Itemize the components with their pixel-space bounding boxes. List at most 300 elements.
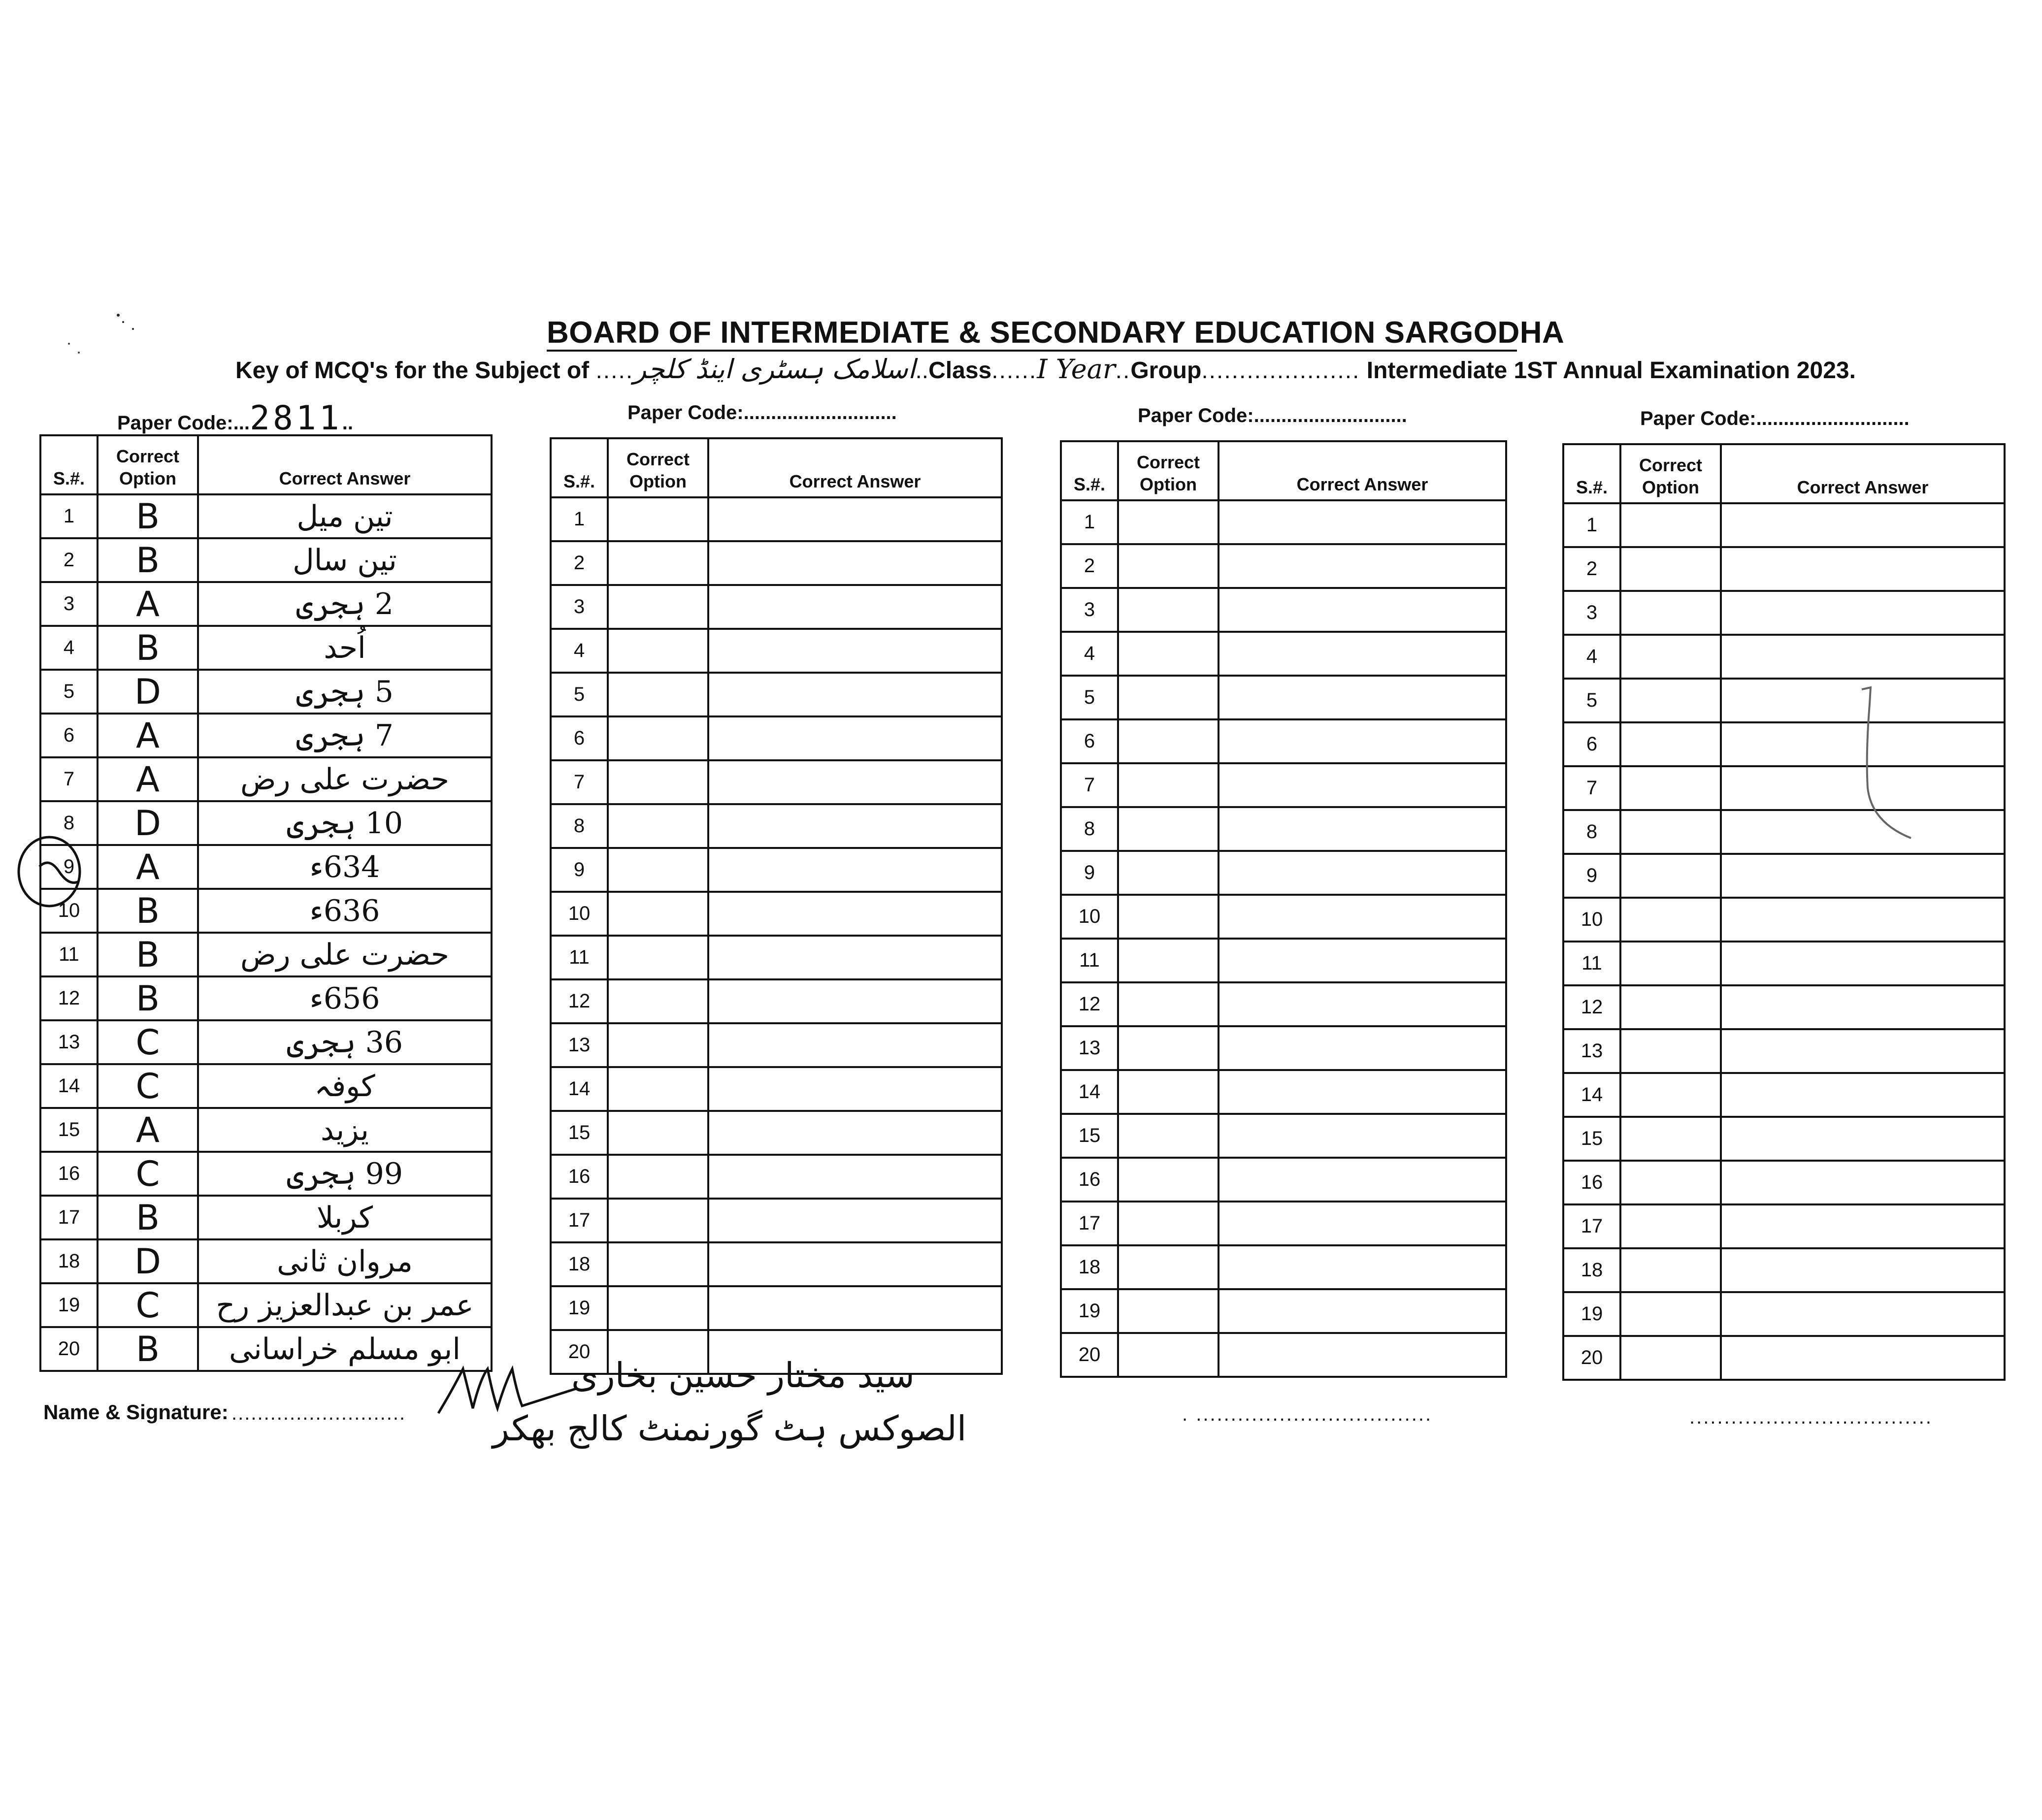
sn-cell: 12 — [1061, 982, 1118, 1026]
sn-cell: 4 — [551, 629, 608, 673]
option-cell: B — [98, 494, 198, 538]
option-cell — [1620, 1336, 1721, 1380]
sn-cell: 20 — [551, 1330, 608, 1374]
option-cell: B — [98, 538, 198, 582]
signer-name: سید مختار حسین بخاری — [571, 1355, 915, 1396]
answer-cell — [1219, 1333, 1506, 1377]
table-row — [551, 936, 1002, 979]
sn-cell: 5 — [1061, 676, 1118, 719]
table-row — [1563, 898, 2005, 942]
option-cell — [608, 760, 708, 804]
option-cell — [608, 1023, 708, 1067]
answer-cell — [1219, 588, 1506, 632]
option-cell — [1620, 854, 1721, 898]
answer-cell — [708, 716, 1002, 760]
answer-cell — [1219, 1245, 1506, 1289]
option-cell: B — [98, 1196, 198, 1239]
table-header-row — [1061, 441, 1506, 500]
option-cell — [1620, 766, 1721, 810]
option-cell: C — [98, 1152, 198, 1196]
table-header-row — [551, 438, 1002, 497]
answer-cell: 36 ہجری — [198, 1020, 492, 1064]
sn-cell: 18 — [551, 1242, 608, 1286]
option-cell — [1118, 1245, 1219, 1289]
option-cell — [608, 716, 708, 760]
sn-cell: 14 — [40, 1064, 98, 1108]
option-cell — [608, 892, 708, 936]
sn-cell: 19 — [551, 1286, 608, 1330]
answer-cell — [1721, 1117, 2005, 1161]
option-header-line1: Correct — [626, 449, 690, 469]
answer-header: Correct Answer — [198, 435, 492, 494]
answer-cell — [708, 979, 1002, 1023]
answer-cell — [708, 1155, 1002, 1199]
sn-cell: 17 — [551, 1199, 608, 1242]
table-row — [40, 1239, 492, 1283]
option-header-line1: Correct — [1136, 452, 1200, 472]
option-cell: C — [98, 1020, 198, 1064]
table-row — [551, 585, 1002, 629]
sn-cell: 20 — [1563, 1336, 1620, 1380]
sn-cell: 2 — [40, 538, 98, 582]
answer-cell — [1721, 591, 2005, 635]
table-row — [40, 1327, 492, 1371]
answer-cell — [1219, 807, 1506, 851]
sn-cell: 11 — [40, 933, 98, 976]
answer-cell: تین سال — [198, 538, 492, 582]
table-row — [40, 1283, 492, 1327]
option-cell — [1620, 722, 1721, 766]
sn-cell: 17 — [40, 1196, 98, 1239]
option-cell — [1620, 810, 1721, 854]
option-header-line2: Option — [1140, 474, 1197, 494]
option-cell — [1118, 1333, 1219, 1377]
answer-cell — [1219, 1158, 1506, 1202]
option-cell: A — [98, 714, 198, 757]
sn-cell: 15 — [40, 1108, 98, 1152]
name-signature-label: Name & Signature: — [43, 1400, 229, 1424]
option-cell — [1118, 982, 1219, 1026]
answer-cell: 99 ہجری — [198, 1152, 492, 1196]
table-row — [1061, 851, 1506, 895]
signature-dot-leader-4: ................................... — [1689, 1406, 1933, 1428]
table-row — [40, 1064, 492, 1108]
sn-cell: 1 — [1061, 500, 1118, 544]
table-row — [40, 538, 492, 582]
sn-cell: 9 — [551, 848, 608, 892]
dot-leader: ............................ — [1756, 408, 1910, 429]
option-cell — [1620, 1292, 1721, 1336]
class-value: I Year — [1037, 354, 1116, 385]
table-row — [551, 979, 1002, 1023]
answer-cell — [708, 760, 1002, 804]
option-header — [608, 438, 708, 497]
sn-cell: 13 — [40, 1020, 98, 1064]
answer-block-2 — [550, 402, 1003, 1375]
answer-cell: 10 ہجری — [198, 801, 492, 845]
sn-cell: 17 — [1563, 1204, 1620, 1248]
sn-cell: 9 — [40, 845, 98, 889]
answer-cell — [708, 1067, 1002, 1111]
table-row — [1061, 544, 1506, 588]
sn-cell: 8 — [40, 801, 98, 845]
table-row — [1061, 1289, 1506, 1333]
option-cell — [1118, 676, 1219, 719]
sn-cell: 6 — [1563, 722, 1620, 766]
sn-header: S.#. — [551, 438, 608, 497]
sn-cell: 3 — [1563, 591, 1620, 635]
sn-cell: 13 — [551, 1023, 608, 1067]
dot-leader: .. — [1115, 358, 1131, 384]
table-row — [1061, 676, 1506, 719]
option-cell — [1118, 895, 1219, 939]
paper-code-label: Paper Code: — [627, 402, 744, 423]
option-cell: D — [98, 801, 198, 845]
option-cell — [608, 629, 708, 673]
scan-specks — [59, 305, 158, 387]
answer-cell: یزید — [198, 1108, 492, 1152]
paper-code — [1640, 408, 1910, 430]
answer-cell — [708, 629, 1002, 673]
table-row — [1563, 1117, 2005, 1161]
table-row — [551, 892, 1002, 936]
dot-leader: ..................... — [1201, 358, 1360, 384]
answer-cell — [1219, 939, 1506, 982]
answer-cell — [1721, 635, 2005, 679]
answer-cell — [708, 1111, 1002, 1155]
option-header-line1: Correct — [116, 446, 180, 466]
answer-cell — [1219, 851, 1506, 895]
table-row — [1061, 500, 1506, 544]
sn-cell: 2 — [1563, 547, 1620, 591]
table-row — [1563, 547, 2005, 591]
answer-key-table — [1562, 443, 2006, 1381]
paper-code-label: Paper Code: — [1640, 408, 1756, 429]
table-row — [551, 629, 1002, 673]
answer-cell: 7 ہجری — [198, 714, 492, 757]
sn-cell: 11 — [1563, 942, 1620, 985]
subject-prefix: Key of MCQ's for the Subject of — [235, 358, 590, 384]
sn-cell: 14 — [1563, 1073, 1620, 1117]
answer-cell — [1721, 547, 2005, 591]
answer-cell — [1219, 500, 1506, 544]
answer-cell — [708, 541, 1002, 585]
signature-dot-leader: ........................... — [231, 1402, 406, 1424]
answer-cell — [708, 1023, 1002, 1067]
sn-cell: 7 — [1563, 766, 1620, 810]
sn-header: S.#. — [1061, 441, 1118, 500]
table-header-row — [1563, 444, 2005, 503]
table-row — [551, 541, 1002, 585]
table-row — [1061, 719, 1506, 763]
sn-cell: 2 — [1061, 544, 1118, 588]
answer-cell: 2 ہجری — [198, 582, 492, 626]
option-cell — [1118, 544, 1219, 588]
table-row — [1061, 1202, 1506, 1245]
dot-leader: .. — [915, 358, 929, 384]
signature-dot-leader-3: . .................................. — [1182, 1403, 1433, 1425]
table-row — [40, 1020, 492, 1064]
sn-cell: 13 — [1061, 1026, 1118, 1070]
sn-cell: 11 — [1061, 939, 1118, 982]
sn-cell: 12 — [551, 979, 608, 1023]
answer-cell — [708, 1242, 1002, 1286]
option-cell: D — [98, 670, 198, 714]
option-cell — [608, 585, 708, 629]
answer-cell: حضرت علی رض — [198, 933, 492, 976]
option-header — [1620, 444, 1721, 503]
option-cell: A — [98, 845, 198, 889]
answer-cell — [1721, 1204, 2005, 1248]
sn-cell: 13 — [1563, 1029, 1620, 1073]
answer-cell — [708, 497, 1002, 541]
option-cell: A — [98, 757, 198, 801]
answer-cell: مروان ثانی — [198, 1239, 492, 1283]
answer-cell — [1721, 503, 2005, 547]
option-cell — [1118, 719, 1219, 763]
subject-value: اسلامک ہسٹری اینڈ کلچر — [633, 354, 916, 385]
option-cell — [1118, 1202, 1219, 1245]
answer-cell — [1219, 895, 1506, 939]
table-row — [1563, 1336, 2005, 1380]
signer-college: الصوکس ہٹ گورنمنٹ کالج بھکر — [493, 1408, 967, 1449]
paper-code-label: Paper Code: — [117, 412, 233, 434]
sn-header: S.#. — [40, 435, 98, 494]
answer-cell — [1219, 1114, 1506, 1158]
sn-cell: 9 — [1061, 851, 1118, 895]
option-cell: C — [98, 1064, 198, 1108]
answer-cell — [1721, 898, 2005, 942]
subject-line — [235, 354, 1856, 385]
sn-cell: 4 — [40, 626, 98, 670]
option-cell — [1620, 1029, 1721, 1073]
option-cell — [1620, 679, 1721, 722]
option-cell — [608, 1286, 708, 1330]
sn-cell: 6 — [1061, 719, 1118, 763]
table-row — [1061, 1158, 1506, 1202]
table-header-row — [40, 435, 492, 494]
table-row — [551, 716, 1002, 760]
answer-cell — [1219, 763, 1506, 807]
table-row — [1061, 632, 1506, 676]
answer-cell: ابو مسلم خراسانی — [198, 1327, 492, 1371]
table-row — [1061, 1245, 1506, 1289]
board-title: BOARD OF INTERMEDIATE & SECONDARY EDUCATION SARGODHA — [547, 316, 1565, 350]
option-cell — [608, 1067, 708, 1111]
sn-cell: 18 — [1061, 1245, 1118, 1289]
option-cell: B — [98, 1327, 198, 1371]
table-row — [1061, 807, 1506, 851]
table-row — [551, 1067, 1002, 1111]
answer-cell — [1721, 1029, 2005, 1073]
table-row — [40, 933, 492, 976]
option-cell — [1118, 939, 1219, 982]
option-cell — [608, 541, 708, 585]
answer-cell — [1219, 676, 1506, 719]
dot-leader: ............................ — [1253, 405, 1407, 426]
answer-cell: اُحد — [198, 626, 492, 670]
answer-cell: کوفہ — [198, 1064, 492, 1108]
option-cell — [1118, 763, 1219, 807]
sn-cell: 10 — [40, 889, 98, 933]
answer-cell: 5 ہجری — [198, 670, 492, 714]
sn-cell: 1 — [1563, 503, 1620, 547]
sn-cell: 14 — [551, 1067, 608, 1111]
group-label: Group — [1130, 358, 1202, 384]
table-row — [40, 976, 492, 1020]
sn-cell: 16 — [1061, 1158, 1118, 1202]
table-row — [551, 1023, 1002, 1067]
option-header — [98, 435, 198, 494]
answer-cell — [1721, 1292, 2005, 1336]
sn-cell: 3 — [551, 585, 608, 629]
answer-cell — [1219, 719, 1506, 763]
paper-code-value: 2811 — [249, 399, 342, 438]
table-row — [40, 626, 492, 670]
option-cell — [608, 804, 708, 848]
option-cell — [1620, 591, 1721, 635]
option-cell: A — [98, 582, 198, 626]
table-row — [1061, 763, 1506, 807]
option-cell: B — [98, 933, 198, 976]
sn-cell: 9 — [1563, 854, 1620, 898]
option-cell: A — [98, 1108, 198, 1152]
sn-header: S.#. — [1563, 444, 1620, 503]
table-row — [1061, 588, 1506, 632]
sn-cell: 1 — [551, 497, 608, 541]
answer-cell — [1721, 1161, 2005, 1204]
option-cell — [1620, 898, 1721, 942]
table-row — [1061, 939, 1506, 982]
option-cell — [1620, 1204, 1721, 1248]
option-cell — [608, 848, 708, 892]
table-row — [551, 1111, 1002, 1155]
dot-leader: ............................ — [743, 402, 897, 423]
option-cell — [1118, 588, 1219, 632]
sn-cell: 3 — [1061, 588, 1118, 632]
option-cell: B — [98, 976, 198, 1020]
option-cell — [1620, 1073, 1721, 1117]
option-cell — [1118, 1114, 1219, 1158]
answer-cell — [1219, 632, 1506, 676]
dot-leader: ..... — [595, 358, 634, 384]
table-row — [1563, 1248, 2005, 1292]
sn-cell: 11 — [551, 936, 608, 979]
option-header-line2: Option — [119, 468, 176, 488]
sn-cell: 2 — [551, 541, 608, 585]
option-cell — [1620, 547, 1721, 591]
option-header-line1: Correct — [1639, 455, 1703, 475]
option-cell — [1620, 1248, 1721, 1292]
exam-text: Intermediate 1ST Annual Examination 2023. — [1366, 358, 1856, 384]
option-cell — [608, 1155, 708, 1199]
sn-cell: 3 — [40, 582, 98, 626]
table-row — [1563, 591, 2005, 635]
answer-cell — [708, 804, 1002, 848]
sn-cell: 5 — [40, 670, 98, 714]
table-row — [1563, 1073, 2005, 1117]
sn-cell: 10 — [1061, 895, 1118, 939]
answer-header: Correct Answer — [1721, 444, 2005, 503]
answer-cell — [1721, 1073, 2005, 1117]
paper-code — [1138, 405, 1407, 427]
answer-cell: 634ء — [198, 845, 492, 889]
table-row — [1061, 1114, 1506, 1158]
answer-cell: 636ء — [198, 889, 492, 933]
answer-cell — [1219, 1070, 1506, 1114]
table-row — [1061, 982, 1506, 1026]
title-underline — [547, 350, 1517, 352]
option-cell: B — [98, 626, 198, 670]
table-row — [40, 757, 492, 801]
option-cell: D — [98, 1239, 198, 1283]
answer-cell — [1219, 544, 1506, 588]
option-header — [1118, 441, 1219, 500]
sn-cell: 6 — [40, 714, 98, 757]
table-row — [551, 848, 1002, 892]
answer-cell — [708, 1286, 1002, 1330]
table-row — [40, 1152, 492, 1196]
sn-cell: 17 — [1061, 1202, 1118, 1245]
sn-cell: 5 — [1563, 679, 1620, 722]
option-cell — [1118, 500, 1219, 544]
table-row — [40, 582, 492, 626]
table-row — [1563, 635, 2005, 679]
answer-key-table — [1060, 440, 1507, 1378]
sn-cell: 14 — [1061, 1070, 1118, 1114]
sn-cell: 10 — [551, 892, 608, 936]
sn-cell: 7 — [40, 757, 98, 801]
table-row — [1563, 1161, 2005, 1204]
answer-block-4 — [1562, 408, 2006, 1381]
sn-cell: 12 — [1563, 985, 1620, 1029]
sn-cell: 18 — [1563, 1248, 1620, 1292]
answer-cell — [708, 673, 1002, 716]
table-row — [551, 497, 1002, 541]
table-row — [1563, 1029, 2005, 1073]
table-row — [551, 804, 1002, 848]
sn-cell: 6 — [551, 716, 608, 760]
answer-cell — [708, 585, 1002, 629]
dot-leader: .. — [342, 412, 353, 434]
answer-cell: کربلا — [198, 1196, 492, 1239]
sn-cell: 16 — [40, 1152, 98, 1196]
option-cell: B — [98, 889, 198, 933]
sn-cell: 8 — [1061, 807, 1118, 851]
sn-cell: 16 — [1563, 1161, 1620, 1204]
sn-cell: 16 — [551, 1155, 608, 1199]
option-header-line2: Option — [629, 471, 687, 491]
table-row — [40, 670, 492, 714]
answer-cell — [1219, 1026, 1506, 1070]
option-cell — [608, 1242, 708, 1286]
option-cell — [608, 1111, 708, 1155]
table-row — [40, 1108, 492, 1152]
sn-cell: 4 — [1061, 632, 1118, 676]
sn-cell: 5 — [551, 673, 608, 716]
option-cell — [1620, 503, 1721, 547]
table-row — [1061, 1070, 1506, 1114]
answer-header: Correct Answer — [708, 438, 1002, 497]
sn-cell: 20 — [1061, 1333, 1118, 1377]
answer-key-table — [550, 437, 1003, 1375]
answer-cell — [708, 1199, 1002, 1242]
option-header-line2: Option — [1642, 477, 1699, 497]
option-cell — [1620, 635, 1721, 679]
answer-cell: عمر بن عبدالعزیز رح — [198, 1283, 492, 1327]
answer-cell — [708, 936, 1002, 979]
sn-cell: 1 — [40, 494, 98, 538]
